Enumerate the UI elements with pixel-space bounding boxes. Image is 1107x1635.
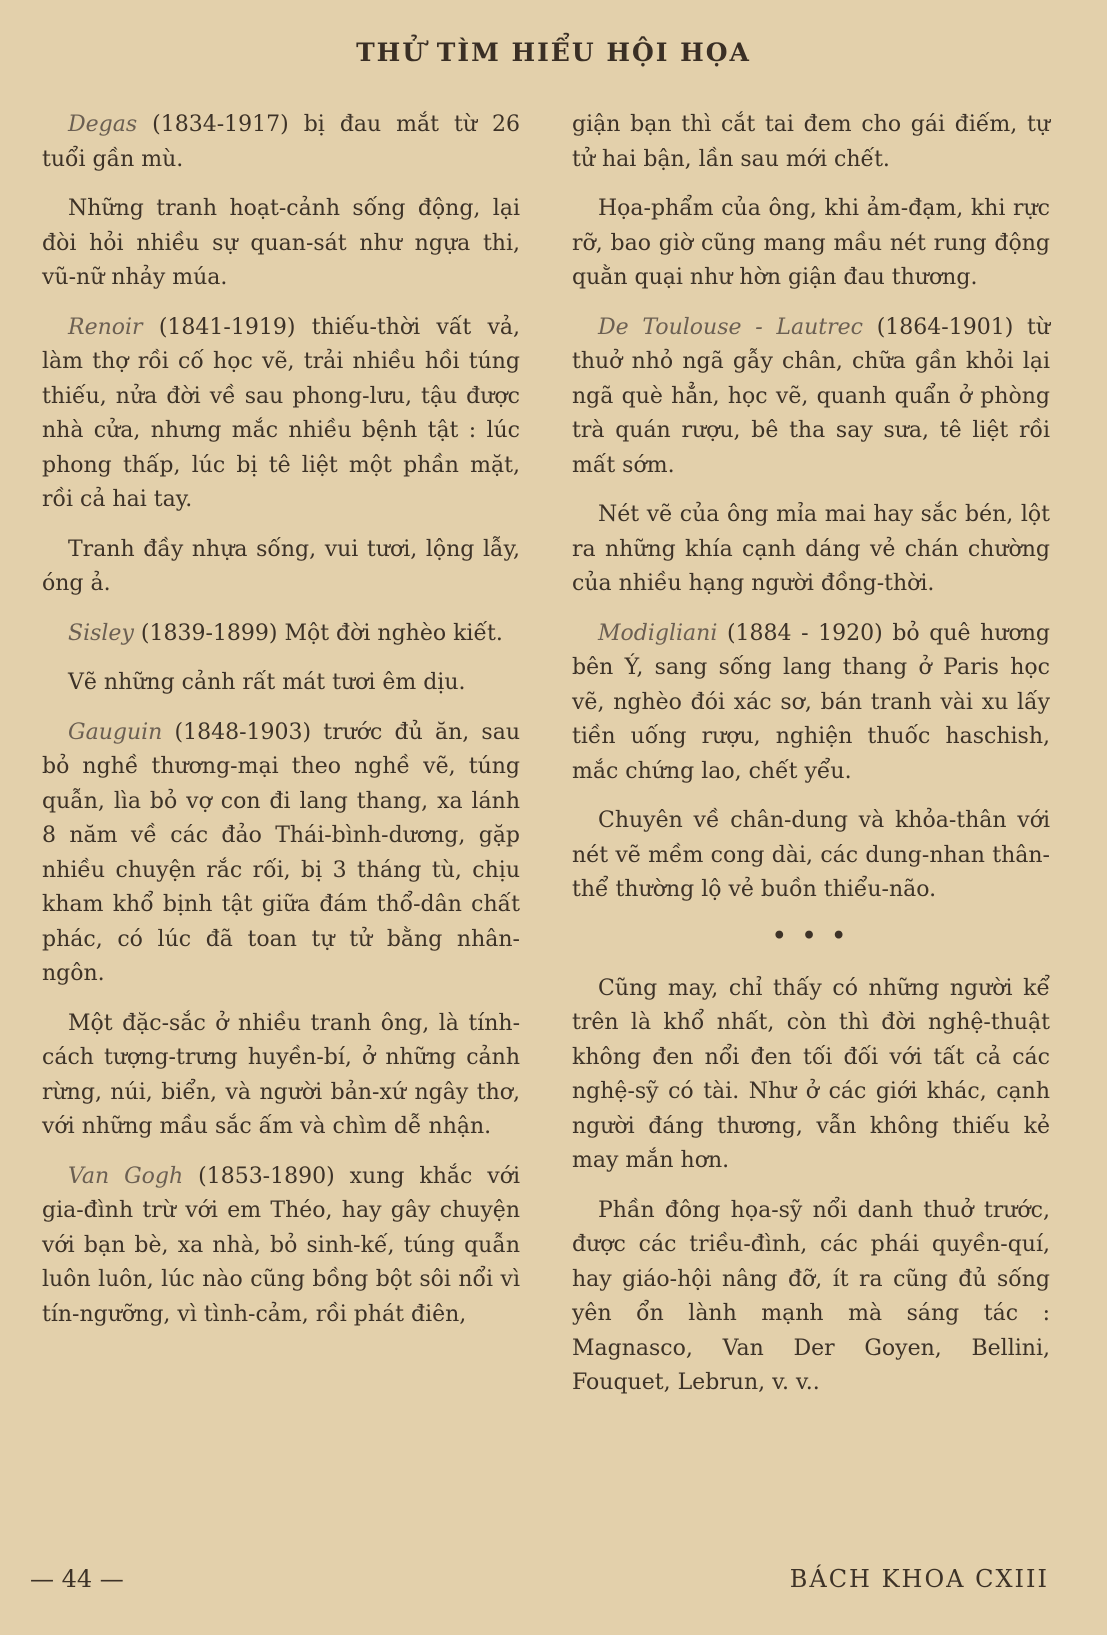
right-column	[572, 108, 1050, 1416]
paragraph	[572, 192, 1050, 296]
painter-name: Van Gogh	[68, 1163, 184, 1189]
paragraph	[42, 311, 520, 518]
paragraph-text: (1853-1890) xung khắc với gia-đình trừ với em Théo, hay gây chuyện với bạn bè, xa nhà, bỏ sinh-kế, túng quẫn luôn luôn, lúc nào cũng bồng bột sôi nổi vì tín-ngưỡng, vì tình-cảm, rồi phát điên,	[42, 1163, 520, 1327]
painter-name: Gauguin	[68, 719, 163, 745]
paragraph-text: Nét vẽ của ông mỉa mai hay sắc bén, lột ra những khía cạnh dáng vẻ chán chường của nhiều hạng người đồng-thời.	[572, 502, 1050, 596]
paragraph	[572, 972, 1050, 1179]
left-column	[42, 108, 520, 1347]
paragraph	[42, 192, 520, 296]
paragraph-text: Họa-phẩm của ông, khi ảm-đạm, khi rực rỡ, bao giờ cũng mang mầu nét rung động quằn quại như hờn giận đau thương.	[572, 196, 1050, 290]
paragraph	[42, 533, 520, 602]
right-column-lower	[572, 972, 1050, 1401]
paragraph	[42, 716, 520, 992]
paragraph-text: Cũng may, chỉ thấy có những người kể trên là khổ nhất, còn thì đời nghệ-thuật không đen nổi đen tối đối với tất cả các nghệ-sỹ có tài. Như ở các giới khác, cạnh người đáng thương, vẫn không thiếu kẻ may mắn hơn.	[572, 975, 1050, 1173]
page-title: THỬ TÌM HIỂU HỘI HỌA	[356, 38, 751, 67]
paragraph-text: Một đặc-sắc ở nhiều tranh ông, là tính-cách tượng-trưng huyền-bí, ở những cảnh rừng, núi, biển, và người bản-xứ ngây thơ, với những mầu sắc ấm và chìm dễ nhận.	[42, 1010, 520, 1139]
paragraph-text: Tranh đầy nhựa sống, vui tươi, lộng lẫy, óng ả.	[42, 536, 520, 596]
section-separator: • • •	[772, 922, 850, 949]
painter-name: Degas	[68, 112, 138, 137]
page-number: — 44 —	[30, 1565, 124, 1593]
painter-name: Sisley	[68, 620, 134, 646]
paragraph-text: (1848-1903) trước đủ ăn, sau bỏ nghề thương-mại theo nghề vẽ, túng quẫn, lìa bỏ vợ con đi lang thang, xa lánh 8 năm về các đảo Thái-bình-dương, gặp nhiều chuyện rắc rối, bị 3 tháng tù, chịu kham khổ bịnh tật giữa đám thổ-dân chất phác, có lúc đã toan tự tử bằng nhân-ngôn.	[42, 719, 520, 986]
right-column-upper	[572, 108, 1050, 908]
publication-name: BÁCH KHOA CXIII	[789, 1565, 1049, 1593]
paragraph-text: (1839-1899) Một đời nghèo kiết.	[133, 620, 503, 646]
paragraph-text: (1884 - 1920) bỏ quê hương bên Ý, sang sống lang thang ở Paris học vẽ, nghèo đói xác sơ, bán tranh vài xu lấy tiền uống rượu, nghiện thuốc haschish, mắc chứng lao, chết yểu.	[572, 620, 1050, 784]
paragraph	[42, 1160, 520, 1333]
paragraph-text: giận bạn thì cắt tai đem cho gái điếm, tự tử hai bận, lần sau mới chết.	[572, 112, 1050, 172]
painter-name: Modigliani	[598, 620, 718, 646]
paragraph-text: Chuyên về chân-dung và khỏa-thân với nét vẽ mềm cong dài, các dung-nhan thân-thể thường lộ vẻ buồn thiểu-não.	[572, 808, 1050, 902]
paragraph	[572, 108, 1050, 177]
paragraph	[42, 1007, 520, 1145]
paragraph-text: Phần đông họa-sỹ nổi danh thuở trước, được các triều-đình, các phái quyền-quí, hay giáo-hội nâng đỡ, ít ra cũng đủ sống yên ổn lành mạnh mà sáng tác : Magnasco, Van Der Goyen, Bellini, Fouquet, Lebrun, v. v..	[572, 1197, 1050, 1395]
paragraph-text: (1864-1901) từ thuở nhỏ ngã gẫy chân, chữa gần khỏi lại ngã què hẳn, học vẽ, quanh quẩn ở phòng trà quán rượu, bê tha say sưa, tê liệt rồi mất sớm.	[572, 314, 1051, 478]
painter-name: Renoir	[68, 314, 143, 340]
paragraph	[42, 617, 520, 652]
painter-name: De Toulouse - Lautrec	[598, 314, 863, 340]
paragraph	[572, 617, 1050, 790]
paragraph-text: Vẽ những cảnh rất mát tươi êm dịu.	[68, 670, 466, 695]
paragraph-text: (1834-1917) bị đau mắt từ 26 tuổi gần mù.	[42, 112, 520, 172]
paragraph	[572, 804, 1050, 908]
paragraph	[572, 498, 1050, 602]
paragraph-text: (1841-1919) thiếu-thời vất vả, làm thợ rồi cố học vẽ, trải nhiều hồi túng thiếu, nửa đời về sau phong-lưu, tậu được nhà cửa, nhưng mắc nhiều bệnh tật : lúc phong thấp, lúc bị tê liệt một phần mặt, rồi cả hai tay.	[42, 314, 520, 512]
paragraph-text: Những tranh hoạt-cảnh sống động, lại đòi hỏi nhiều sự quan-sát như ngựa thi, vũ-nữ nhảy múa.	[42, 196, 520, 290]
paragraph	[42, 108, 520, 177]
paragraph	[572, 1194, 1050, 1401]
paragraph	[42, 666, 520, 701]
paragraph	[572, 311, 1050, 484]
